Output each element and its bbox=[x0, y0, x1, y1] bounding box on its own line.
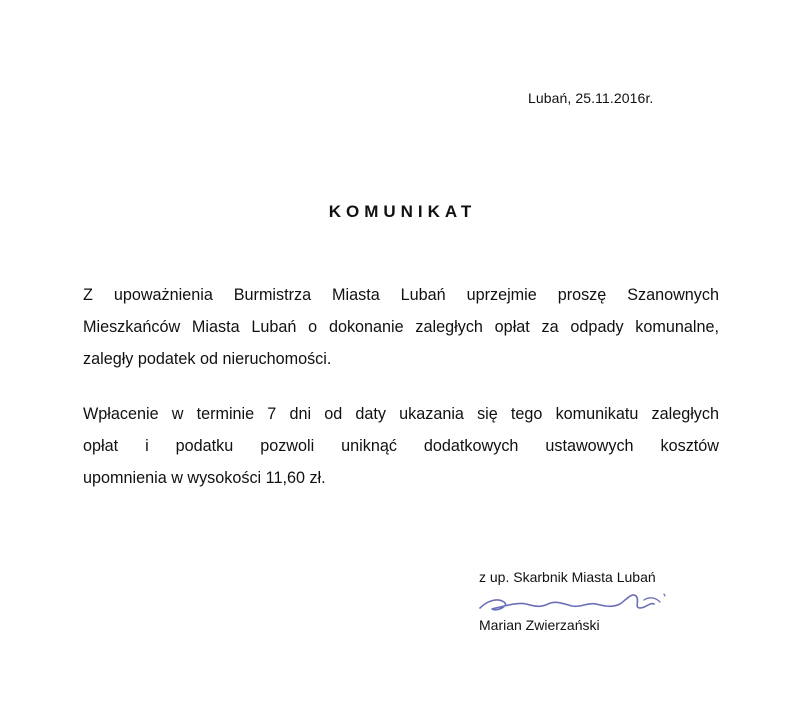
paragraph-1-line: Mieszkańców Miasta Lubań o dokonanie zaległych opłat za odpady komunalne, bbox=[83, 318, 719, 336]
paragraph-1 bbox=[83, 279, 719, 375]
paragraph-2-line: upomnienia w wysokości 11,60 zł. bbox=[83, 469, 326, 487]
document-date: Lubań, 25.11.2016r. bbox=[528, 90, 654, 106]
paragraph-1-line: zaległy podatek od nieruchomości. bbox=[83, 350, 332, 368]
paragraph-2-line: opłat i podatku pozwoli uniknąć dodatkowych ustawowych kosztów bbox=[83, 437, 719, 455]
signatory-name: Marian Zwierzański bbox=[479, 617, 600, 633]
paragraph-1-line: Z upoważnienia Burmistrza Miasta Lubań uprzejmie proszę Szanownych bbox=[83, 286, 719, 304]
signatory-role: z up. Skarbnik Miasta Lubań bbox=[479, 569, 656, 585]
paragraph-2-line: Wpłacenie w terminie 7 dni od daty ukazania się tego komunikatu zaległych bbox=[83, 405, 719, 423]
paragraph-2 bbox=[83, 398, 719, 494]
document-title: KOMUNIKAT bbox=[328, 202, 477, 221]
handwritten-signature bbox=[474, 582, 684, 622]
